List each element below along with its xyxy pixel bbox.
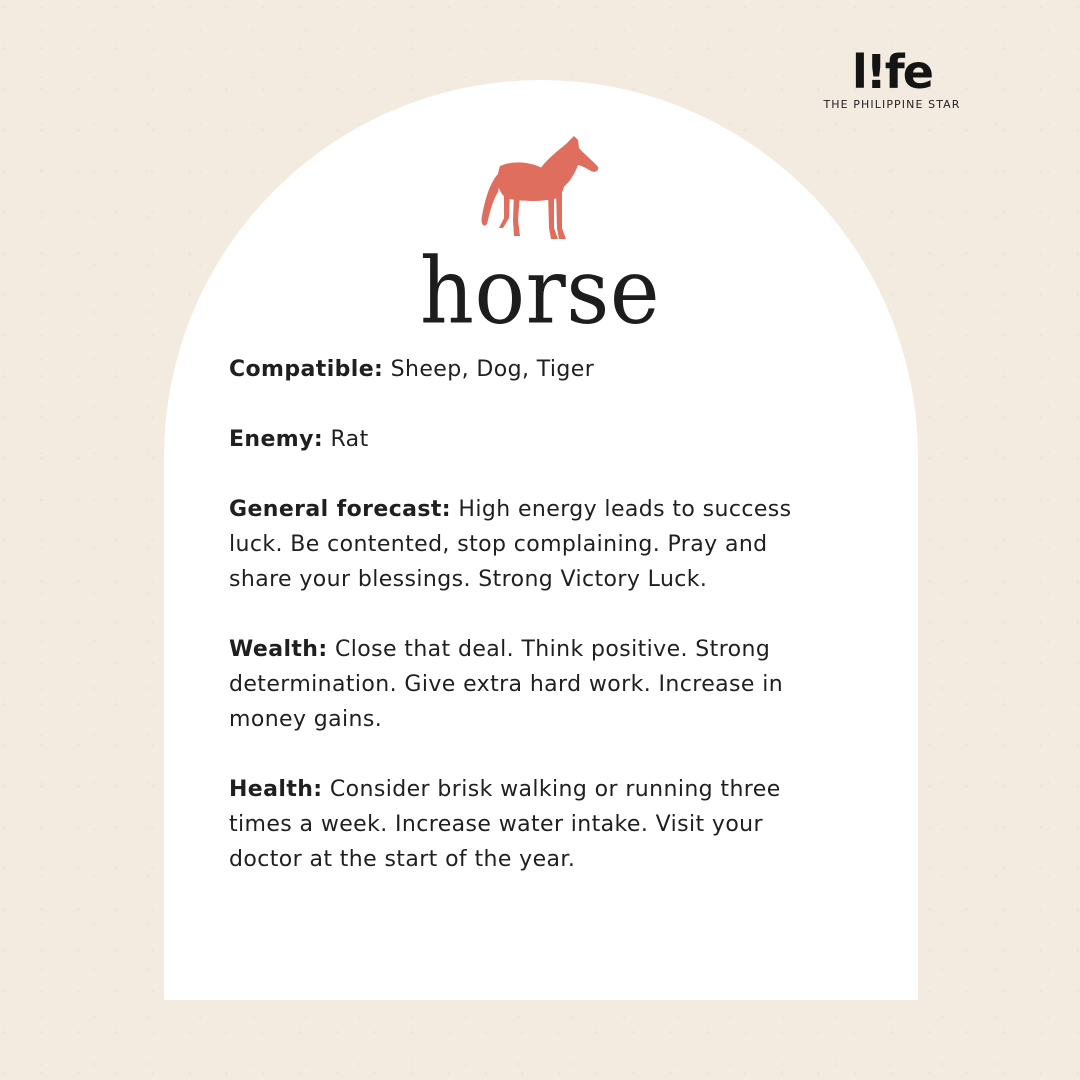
horse-silhouette-icon [478,132,602,244]
section-text: Close that deal. Think positive. Strong determination. Give extra hard work. Increase in money gains. [229,637,784,732]
section-text: Rat [330,427,369,452]
compatible-section [229,352,829,387]
section-text: Consider brisk walking or running three times a week. Increase water intake. Visit your doctor at the start of the year. [229,777,781,872]
section-label: Wealth: [229,637,328,662]
enemy-section [229,422,829,457]
section-label: General forecast: [229,497,452,522]
section-label: Health: [229,777,323,802]
section-text: Sheep, Dog, Tiger [390,357,595,382]
health-section [229,772,829,877]
section-label: Compatible: [229,357,384,382]
animal-title: horse [419,238,661,344]
general-forecast-section [229,492,829,597]
wealth-section [229,632,829,737]
section-label: Enemy: [229,427,324,452]
section-text: High energy leads to success luck. Be contented, stop complaining. Pray and share your blessings. Strong Victory Luck. [229,497,792,592]
forecast-content [229,352,829,912]
logo-tagline: THE PHILIPPINE STAR [823,98,961,111]
brand-logo [812,45,972,111]
logo-mark: l!fe [852,45,932,99]
